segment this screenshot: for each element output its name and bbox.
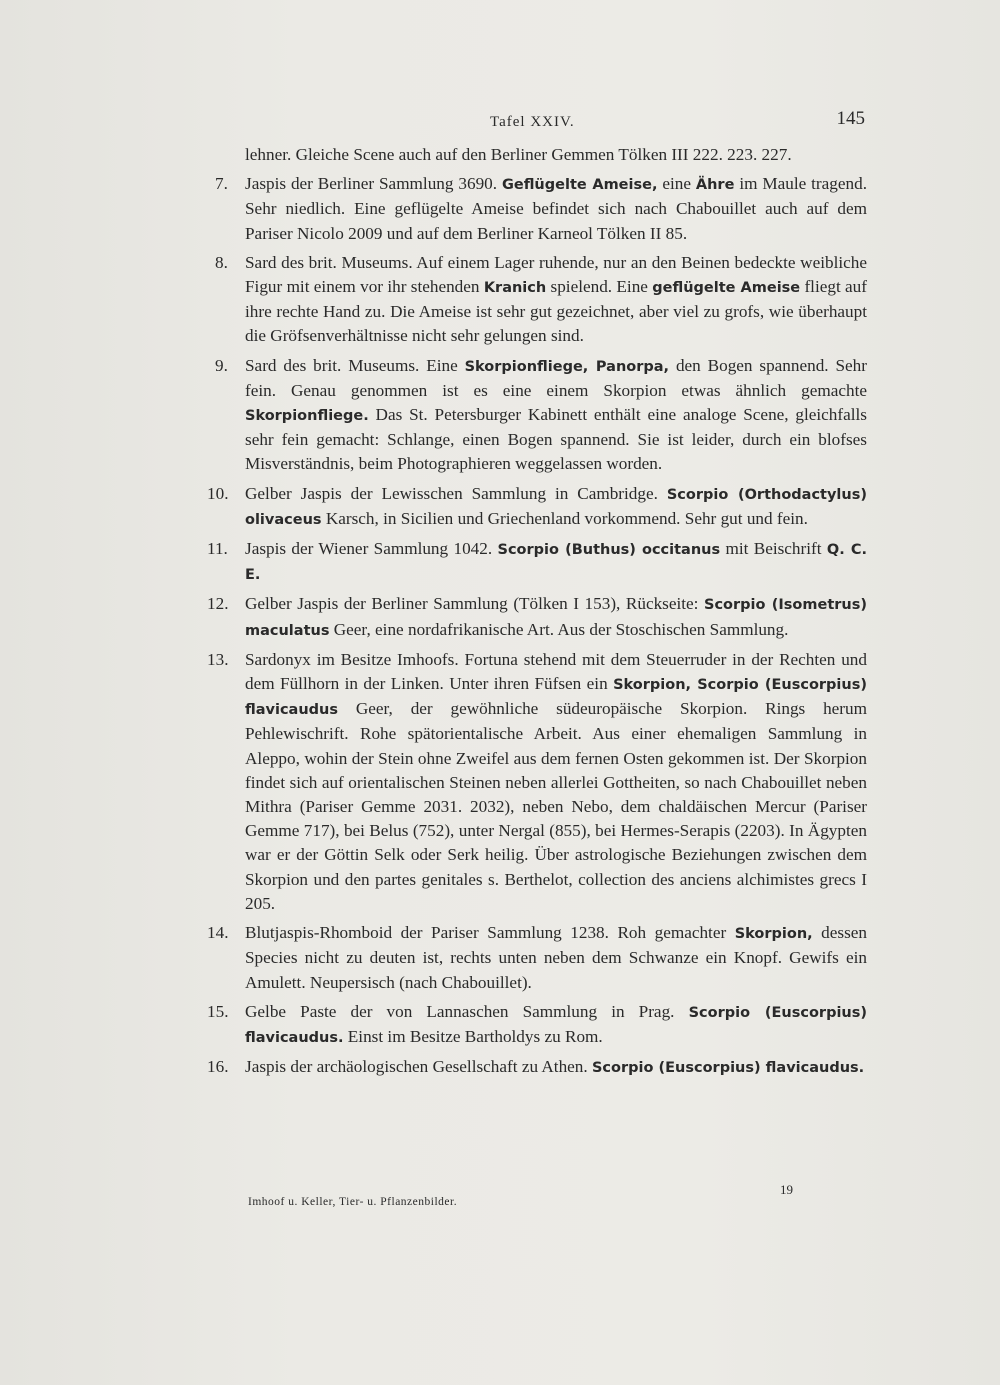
entry-number: 10. xyxy=(207,483,229,503)
entry-number: 14. xyxy=(207,923,229,943)
page-number: 145 xyxy=(836,108,865,129)
entry-text: im Maule tragend. Sehr niedlich. Eine geflügelte Ameise befindet sich nach Chabouillet auch auf dem Pariser Nicolo 2009 und auf dem Berliner Karneol Tölken II 85. xyxy=(245,174,867,243)
entry-text: eine xyxy=(657,174,696,194)
entry-text: spielend. Eine xyxy=(546,277,653,297)
entry-8 xyxy=(215,251,867,349)
entry-12 xyxy=(207,592,867,642)
entry-species-name: Ähre xyxy=(695,177,735,194)
entry-13 xyxy=(207,648,867,916)
entry-species-name: Skorpion, Scorpio (Euscorpius) flavicaudus xyxy=(245,677,867,719)
entry-number: 16. xyxy=(207,1057,229,1077)
entry-species-name: geflügelte Ameise xyxy=(652,280,801,297)
entry-species-name: Skorpionfliege, Panorpa, xyxy=(464,358,670,375)
entry-text: Jaspis der Wiener Sammlung 1042. xyxy=(245,539,498,559)
entry-species-name: Skorpionfliege. xyxy=(245,408,369,425)
entry-species-name: Kranich xyxy=(483,280,547,297)
entry-number: 15. xyxy=(207,1001,229,1021)
entry-text: fliegt auf ihre rechte Hand zu. Die Ameise ist sehr gut gezeichnet, aber viel zu grofs, wie überhaupt die Gröfsenverhältnisse nicht sehr gelungen sind. xyxy=(245,277,867,346)
entry-number: 9. xyxy=(215,355,228,375)
entry-text: Sard des brit. Museums. Auf einem Lager ruhende, nur an den Beinen bedeckte weibliche Figur mit einem vor ihr stehenden xyxy=(245,252,867,297)
entry-species-name: Scorpio (Orthodactylus) olivaceus xyxy=(245,486,867,528)
entry-text: Sardonyx im Besitze Imhoofs. Fortuna stehend mit dem Steuerruder in der Rechten und dem Füllhorn in der Linken. Unter ihren Füfsen ein xyxy=(245,649,867,694)
page-footer xyxy=(248,1182,793,1212)
entry-text: mit Beischrift xyxy=(720,539,827,559)
entry-species-name: Scorpio (Euscorpius) flavicaudus. xyxy=(591,1060,865,1077)
entry-text: Sard des brit. Museums. Eine xyxy=(245,355,465,375)
entry-text: Geer, eine nordafrikanische Art. Aus der Stoschischen Sammlung. xyxy=(329,619,789,639)
entry-number: 12. xyxy=(207,594,229,614)
entry-text: Das St. Petersburger Kabinett enthält eine analoge Scene, gleichfalls sehr fein gemacht: Schlange, einen Bogen spannend. Sie ist leider, durch ein blofses Misverständnis, beim Photographieren weggelassen worden. xyxy=(245,405,867,474)
page-body xyxy=(207,143,867,1080)
entry-text: Jaspis der Berliner Sammlung 3690. xyxy=(245,174,502,194)
entry-text: Karsch, in Sicilien und Griechenland vorkommend. Sehr gut und fein. xyxy=(321,508,808,528)
entry-number: 7. xyxy=(215,174,228,194)
plate-title: Tafel XXIV. xyxy=(490,114,575,130)
entry-species-name: Skorpion, xyxy=(734,926,813,943)
entry-text: Gelber Jaspis der Lewisschen Sammlung in Cambridge. xyxy=(245,483,667,503)
entry-text: Jaspis der archäologischen Gesellschaft zu Athen. xyxy=(245,1057,592,1077)
entry-species-name: Scorpio (Isometrus) maculatus xyxy=(245,597,867,639)
entry-10 xyxy=(207,482,867,532)
entry-text: dessen Species nicht zu deuten ist, rechts unten neben dem Schwanze ein Knopf. Gewifs ein Amulett. Neupersisch (nach Chabouillet). xyxy=(245,923,867,992)
entry-text: den Bogen spannend. Sehr fein. Genau genommen ist es eine einem Skorpion etwas ähnlich gemachte xyxy=(245,355,867,400)
entry-species-name: Scorpio (Euscorpius) flavicaudus. xyxy=(245,1004,867,1046)
entry-text: Gelbe Paste der von Lannaschen Sammlung in Prag. xyxy=(245,1001,689,1021)
entry-9 xyxy=(215,354,867,477)
entry-text: Geer, der gewöhnliche südeuropäische Skorpion. Rings herum Pehlewischrift. Rohe spätorientalische Arbeit. Aus einer ehemaligen Sammlung in Aleppo, wohin der Stein ohne Zweifel aus dem fernen Osten gekommen ist. Der Skorpion findet sich auf orientalischen Steinen neben allerlei Gottheiten, so nach Chabouillet neben Mithra (Pariser Gemme 2031. 2032), neben Nebo, dem chaldäischen Mercur (Pariser Gemme 717), bei Belus (752), unter Nergal (855), bei Hermes-Serapis (2203). In Ägypten war er der Göttin Selk oder Serk heilig. Über astrologische Beziehungen zwischen dem Skorpion und den partes genitales s. Berthelot, collection des anciens alchimistes grecs I 205. xyxy=(245,699,867,913)
entry-7 xyxy=(215,172,867,246)
entry-15 xyxy=(207,1000,867,1050)
entry-text: Blutjaspis-Rhomboid der Pariser Sammlung 1238. Roh gemachter xyxy=(245,923,735,943)
entry-inscription: Q. C. E. xyxy=(245,542,867,584)
intro-paragraph: lehner. Gleiche Scene auch auf den Berliner Gemmen Tölken III 222. 223. 227. xyxy=(245,145,792,164)
entry-number: 13. xyxy=(207,649,229,669)
entry-16 xyxy=(207,1055,867,1080)
entry-species-name: Geflügelte Ameise, xyxy=(501,177,658,194)
entry-species-name: Scorpio (Buthus) occitanus xyxy=(497,542,721,559)
entry-number: 11. xyxy=(207,539,228,559)
entry-number: 8. xyxy=(215,252,228,272)
signature-mark: 19 xyxy=(780,1182,793,1197)
entry-text: Einst im Besitze Bartholdys zu Rom. xyxy=(343,1026,603,1046)
entry-text: Gelber Jaspis der Berliner Sammlung (Tölken I 153), Rückseite: xyxy=(245,594,705,614)
entry-14 xyxy=(207,921,867,995)
book-title-footer: Imhoof u. Keller, Tier- u. Pflanzenbilder. xyxy=(248,1196,458,1208)
entry-11 xyxy=(207,537,867,587)
page-header xyxy=(215,108,865,138)
